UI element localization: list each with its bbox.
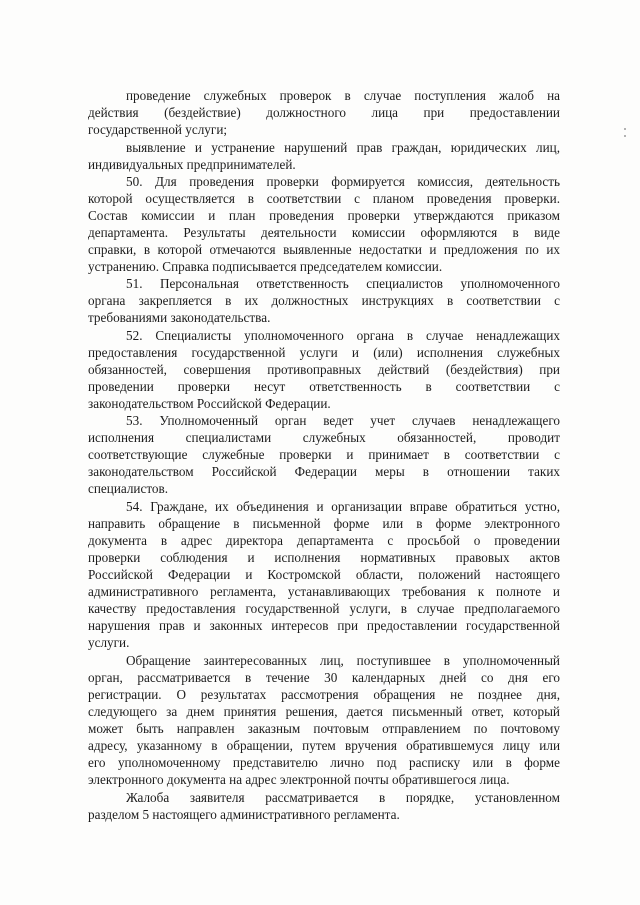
text-line: 50. Для проведения проверки формируется комиссия, деятельность [126, 174, 560, 189]
text-line: 54. Граждане, их объединения и организации вправе обратиться устно, [126, 499, 560, 514]
text-line: обязанностей, совершения противоправных действий (бездействия) при [88, 362, 560, 377]
text-line: 52. Специалисты уполномоченного органа в случае ненадлежащих [126, 328, 560, 343]
text-line: его уполномоченному представителю лично под расписку или в форме [88, 755, 560, 770]
text-line: орган, рассматривается в течение 30 календарных дней со дня его [88, 670, 560, 685]
text-line: законодательством Российской Федерации меры в отношении таких [88, 464, 560, 479]
text-line: 51. Персональная ответственность специалистов уполномоченного [126, 276, 560, 291]
text-line: выявление и устранение нарушений прав граждан, юридических лиц, [126, 140, 560, 155]
text-line: государственной услуги; [88, 122, 228, 137]
text-line: соответствующие служебные проверки и принимает в соответствии с [88, 447, 560, 462]
text-line: документа в адрес директора департамента с просьбой о проведении [88, 533, 560, 548]
text-line: устранению. Справка подписывается председателем комиссии. [88, 259, 443, 274]
text-line: органа закрепляется в их должностных инструкциях в соответствии с [88, 293, 560, 308]
text-line: проверки соблюдения и исполнения нормативных правовых актов [88, 550, 560, 565]
text-line: проведении проверки несут ответственность в соответствии с [88, 379, 560, 394]
text-line: специалистов. [88, 481, 169, 496]
text-line: услуги. [88, 635, 130, 650]
text-line: направить обращение в письменной форме или в форме электронного [88, 516, 560, 531]
text-line: исполнения специалистами служебных обязанностей, проводит [88, 430, 560, 445]
text-line: административного регламента, устанавливающих требования к полноте и [88, 584, 560, 599]
text-line: нарушения прав и законных интересов при предоставлении государственной [88, 618, 560, 633]
text-line: законодательством Российской Федерации. [88, 396, 331, 411]
text-line: электронного документа на адрес электронной почты обратившегося лица. [88, 772, 510, 787]
text-line: проведение служебных проверок в случае поступления жалоб на [126, 88, 560, 103]
text-line: требованиями законодательства. [88, 310, 271, 325]
scan-speck [624, 128, 626, 130]
text-line: регистрации. О результатах рассмотрения обращения не позднее дня, [88, 687, 560, 702]
text-line: Обращение заинтересованных лиц, поступившее в уполномоченный [126, 653, 560, 668]
scan-speck [624, 135, 626, 137]
text-line: разделом 5 настоящего административного регламента. [88, 807, 400, 822]
text-line: индивидуальных предпринимателей. [88, 157, 296, 172]
text-line: предоставления государственной услуги и (или) исполнения служебных [88, 345, 560, 360]
text-line: Состав комиссии и план проведения проверки утверждаются приказом [88, 208, 560, 223]
text-line: Российской Федерации и Костромской области, положений настоящего [88, 567, 560, 582]
text-line: департамента. Результаты деятельности комиссии оформляются в виде [88, 225, 560, 240]
text-line: справки, в которой отмечаются выявленные недостатки и предложения по их [88, 242, 560, 257]
text-line: адресу, указанному в обращении, путем вручения обратившемуся лицу или [88, 738, 560, 753]
text-line: 53. Уполномоченный орган ведет учет случаев ненадлежащего [126, 413, 560, 428]
text-line: которой осуществляется в соответствии с планом проведения проверки. [88, 191, 560, 206]
text-line: действия (бездействие) должностного лица при предоставлении [88, 105, 560, 120]
text-line: Жалоба заявителя рассматривается в порядке, установленном [126, 790, 560, 805]
text-line: качеству предоставления государственной услуги, в случае предполагаемого [88, 601, 560, 616]
text-line: может быть направлен заказным почтовым отправлением по почтовому [88, 721, 560, 736]
text-line: следующего за днем принятия решения, дается письменный ответ, который [88, 704, 560, 719]
